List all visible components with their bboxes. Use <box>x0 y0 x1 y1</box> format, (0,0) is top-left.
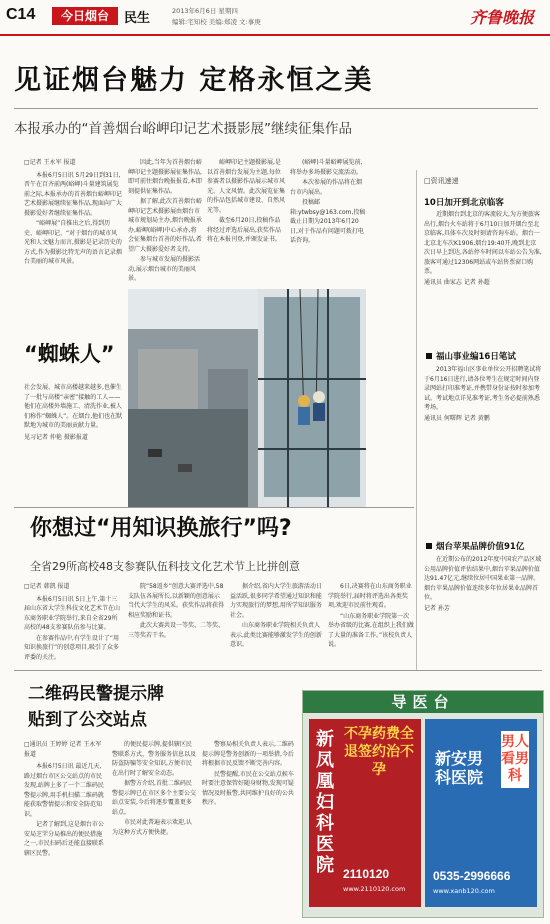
caption-credit: 见习记者 仲艳 摄影报道 <box>24 433 88 441</box>
fenghuang-ad-panel[interactable] <box>309 719 421 907</box>
sidebar-item2-body <box>424 365 542 525</box>
paragraph: 的便民提示牌,提供辖区民警联系方式、警务服务信息以及防盗防骗等安全知识,方便市民在出行时了解安全动态。 <box>112 741 196 777</box>
paragraph: 警察局相关负责人表示,二维码提示牌是警务创新的一项举措,今后将根据市民反馈不断完善内容。 <box>202 741 294 767</box>
xinan-phone: 0535-2996666 <box>433 869 511 883</box>
sidebar-item3-body <box>424 555 542 675</box>
paragraph: 本报6月5日讯 5月29日到31日,晋午在百齐前两(峪岬)斗量建筑展览前之际,本报承办的首善烟台峪岬印记艺术摄影展继续征集作品,现面向广大摄影爱好者继续征集作品。 <box>24 171 122 217</box>
story2-byline: □记者 韩凯 报道 <box>24 583 70 590</box>
section-name: 民生 <box>124 11 151 26</box>
page-number: C14 <box>6 6 36 23</box>
paragraph: 因此,当年为首善烟台峪岬印记主题摄影展征集作品,即可前往烟台晚报报看,本即刻提供征集作品。 <box>128 159 202 195</box>
bullet-square <box>426 543 432 549</box>
story2-title: 你想过“用知识换旅行”吗? <box>30 516 292 541</box>
paragraph: 在近期公布的2012年度中国农产品区域公用品牌价值评估结果中,烟台苹果品牌价值达91.47亿元,继续位居中国果业第一品牌。烟台苹果品牌价值连续多年位居果业品牌首位。 <box>424 556 542 601</box>
sidebar-item2-title: 福山事业编16日笔试 <box>436 352 516 362</box>
paragraph: 据警方介绍,首批二维码民警提示牌已在市区多个主要公交站点安装,今后将逐步覆盖更多站点。 <box>112 780 196 816</box>
paragraph: 参与城市发展的摄影活动,展示烟台城市的美丽风景。 <box>128 256 201 282</box>
ad-title: 导医台 <box>303 691 543 713</box>
story2-subtitle: 全省29所高校48支参赛队伍科技文化艺术节上比拼创意 <box>30 560 300 573</box>
sidebar-item3-title: 烟台苹果品牌价值91亿 <box>436 542 525 552</box>
sidebar-brief-label: □资讯速递 <box>424 177 459 185</box>
main-headline: 见证烟台魅力 定格永恒之美 <box>14 65 374 96</box>
xinan-slogan: 男人看男科 <box>501 731 529 788</box>
story3-col3 <box>202 740 296 918</box>
xinan-ad-panel[interactable] <box>425 719 537 907</box>
spider-title: “蜘蛛人” <box>24 342 115 366</box>
paragraph: 近期烟台到北京的客流较大,为方便旅客出行,烟台火车站将于6月10日加开烟台至北京临客,具体车次及时刻请咨询车站。烟台一北京北车次K1906,烟台19:40开,晚到北京次日早上到达,各站停车时间以车站公告为准,旅客可通过12306网站或车站售票窗口购票。 <box>424 211 542 275</box>
paragraph: 院“58返乡”创意大赛评选中,58支队伍各展所长,以新颖的创意展示当代大学生的风采。获奖作品将获得相应奖励和证书。 <box>128 583 224 619</box>
paragraph: 本报6月5日讯 5日上午,第十三届山东省大学生科技文化艺术节在山东商务职业学院举行,来自全省29所高校的48支参赛队伍参与比赛。 <box>24 595 121 631</box>
main-subheadline: 本报承办的“首善烟台峪岬印记艺术摄影展”继续征集作品 <box>14 121 352 137</box>
paragraph: 6日,决赛将在山东商务职业学院举行,届时将评选出各类奖项,欢迎市民前往观看。 <box>328 583 412 609</box>
headline-divider <box>14 108 538 109</box>
editor-line: 编辑:宅知校 美编:郑凌 文:事庚 <box>172 18 261 26</box>
xinan-website: www.xanb120.com <box>433 887 495 895</box>
paragraph: (峪岬)斗量峪岬展览前,将举办多场摄影交流活动。 <box>290 159 363 176</box>
section-divider <box>14 507 414 508</box>
story2-col2 <box>128 582 224 664</box>
fenghuang-slogan: 不孕药费全退签约治不孕 <box>344 726 414 778</box>
paragraph: 2013年福山区事业单位公开招聘笔试将于6月16日进行,请各位考生在规定时间内登录网站打印准考证,并携带身份证按时参加考试。考试地点详见准考证,考生务必提前熟悉考场。 <box>424 366 542 411</box>
paragraph: 在参赛作品中,有学生设计了“用知识换旅行”的创意项目,吸引了众多评委的关注。 <box>24 634 120 661</box>
story3-col1 <box>24 740 106 918</box>
paragraph: 峪岬印记主题摄影展,是以首善烟台发展为主题,每位参赛者以摄影作品展示城市风光、人文风情。此次展览征集的作品包括城市建设、自然风光等。 <box>207 159 285 214</box>
paragraph: 山东商务职业学院相关负责人表示,此类比赛能够激发学生的创新意识。 <box>230 622 322 648</box>
story2-col4 <box>328 582 414 664</box>
story3-title-line2: 贴到了公交站点 <box>28 710 147 730</box>
item1-credit: 通讯员 曲家志 记者 孙超 <box>424 278 490 286</box>
story1-col3 <box>207 158 285 286</box>
date-line: 2013年6月6日 星期四 <box>172 7 238 15</box>
story1-col1 <box>24 158 122 284</box>
section-divider <box>14 670 542 671</box>
building-illustration <box>128 289 366 507</box>
spider-caption <box>24 383 124 442</box>
paragraph: 此次大赛共设一等奖、二等奖、三等奖若干名。 <box>128 622 224 639</box>
item2-credit: 通讯员 何曙辉 记者 黄鹏 <box>424 414 490 422</box>
story2-col1 <box>24 582 122 664</box>
caption-text: 社会发展、城市高楼越来越多,也催生了一批与高楼“亲密”接触的工人——他们在高楼外墙施工、清洗作业,被人们称作“蜘蛛人”。在烟台,他们也在默默地为城市的美丽贡献力量。 <box>24 384 123 429</box>
fenghuang-website: www.2110120.com <box>343 885 406 893</box>
page-header <box>0 0 550 36</box>
paragraph: 截至6月20日,投稿作品将经过评选后展出,获奖作品将在本报刊登,并颁发证书。 <box>207 217 281 243</box>
paragraph: 民警提醒,市民在公交站点候车时要注意保管好随身财物,发现可疑情况及时报警,共同维护良好的公共秩序。 <box>202 770 294 806</box>
sidebar-item1-title: 10日加开到北京临客 <box>424 198 504 208</box>
paragraph: 本次参展的作品将在烟台市内展出。 <box>290 179 363 196</box>
paragraph: “峪岬展”自推出之后,得到历史、峪岬印记、“对于烟台的城市风光和人文魅力而言,摄影是记录历史的方式,作为摄影比特无声的语言记录烟台美丽的城市风景。 <box>24 220 122 265</box>
item3-credit: 记者 孙芳 <box>424 604 450 612</box>
paragraph: 本报6月5日讯 最近几天,路过烟台市区公交站点的市民发现,站牌上多了一个二维码民警提示牌,用手机扫描二维码就能获取警情提示和安全防范知识。 <box>24 763 104 818</box>
section-label: 今日烟台 <box>52 7 118 25</box>
paragraph: 据介绍,省内大学生旅游活动日益活跃,很多同学希望通过知识和能力实现旅行的梦想,用所学知识服务社会。 <box>230 583 322 619</box>
paragraph: “山东商务职业学院第一次举办省级的比赛,在组织上我们做了大量的准备工作。”该校负责人说。 <box>328 612 414 648</box>
hospital-ad[interactable] <box>302 690 544 918</box>
paragraph: 市民对此普遍表示欢迎,认为这种方式方便快捷。 <box>112 819 192 836</box>
paragraph: 据了解,此次首善烟台峪岬印记艺术摄影展由烟台市城市规划局主办,烟台晚报承办,峪岬(峪岬)中心承办,将会征集烟台首善的好作品,希望广大摄影爱好者支持。 <box>128 198 202 253</box>
sidebar-item1-body <box>424 210 542 330</box>
story1-byline: □记者 王永军 报道 <box>24 159 76 166</box>
bullet-square <box>426 353 432 359</box>
paragraph: 投稿邮箱:ytwbsy@163.com,投稿截止日期为2013年6月20日,对于作品有问题可拨打电话咨询。 <box>290 199 366 244</box>
sidebar-divider <box>416 170 417 670</box>
spider-man-photo <box>128 289 366 507</box>
story2-col3 <box>230 582 322 664</box>
story1-col4 <box>290 158 366 286</box>
story1-col2 <box>128 158 202 286</box>
paragraph: 记者了解到,这是烟台市公安局芝罘分局推出的便民措施之一,市民扫码后还能直接联系辖区民警。 <box>24 821 104 857</box>
story3-col2 <box>112 740 196 918</box>
fenghuang-name: 新凤凰妇科医院 <box>316 729 334 876</box>
xinan-name: 新安男科医院 <box>435 749 484 787</box>
fenghuang-phone: 2110120 <box>343 867 390 881</box>
story3-title-line1: 二维码民警提示牌 <box>28 684 164 704</box>
story3-byline: □通讯员 王婷婷 记者 王永军 报道 <box>24 741 102 758</box>
paper-logo: 齐鲁晚报 <box>470 8 535 27</box>
